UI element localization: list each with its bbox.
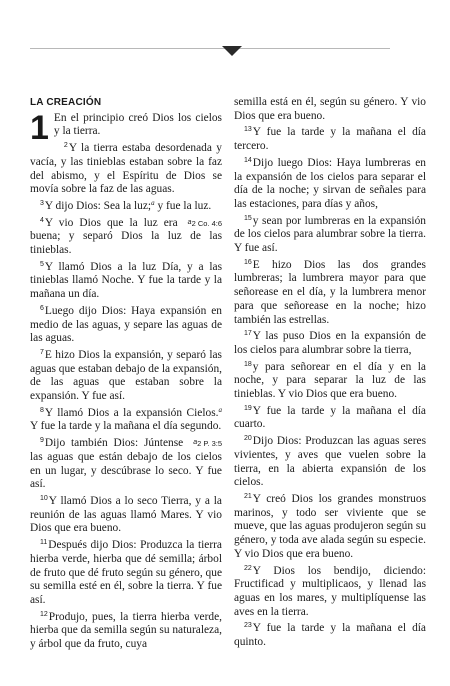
verse-20 (234, 432, 426, 490)
verse-10 (30, 492, 222, 536)
verse-16 (234, 256, 426, 328)
verse-text: Y dijo Dios: Sea la luz; (44, 199, 152, 212)
verse-text: Y llamó Dios a lo seco Tierra, y a la reunión de las aguas llamó Mares. Y vio Dios que era bueno. (30, 494, 222, 535)
verse-number: 14 (244, 156, 252, 164)
cross-reference-text: 2 P. 3:5 (197, 439, 222, 449)
verse-text: Y Dios los bendijo, diciendo: Fructificad y multiplicaos, y llenad las aguas en los mares, y multiplíquense las aves en la tierra. (234, 564, 426, 618)
verse-21 (234, 490, 426, 562)
verse-5 (30, 258, 222, 302)
cross-reference-marker: a (187, 218, 192, 226)
verse-23 (234, 619, 426, 649)
verse-22 (234, 562, 426, 620)
verse-number: 9 (40, 437, 44, 445)
verse-number: 19 (244, 404, 252, 412)
footnote-marker: a (151, 198, 155, 207)
verse-17 (234, 327, 426, 357)
verse-number: 2 (63, 142, 68, 150)
verse-number: 10 (40, 494, 48, 502)
verse-text: Produjo, pues, la tierra hierba verde, hierba que da semilla según su naturaleza, y árbol que da fruto, cuya (30, 610, 222, 651)
verse-6 (30, 302, 222, 346)
verse-number: 3 (40, 199, 44, 207)
verse-number: 18 (244, 360, 252, 368)
verse-3 (30, 197, 222, 228)
verse-text: semilla está en él, según su género. Y vio Dios que era bueno. (234, 96, 426, 122)
verse-text: Y fue la tarde y la mañana el día cuarto. (234, 404, 426, 431)
verse-text: En el principio creó Dios los cielos y la tierra. (53, 111, 222, 138)
footnote-marker: a (218, 405, 222, 414)
verse-11 (30, 536, 222, 608)
verse-number: 12 (40, 610, 48, 618)
verse-text: Y fue la tarde y la mañana el día quinto. (234, 622, 426, 649)
verse-14 (234, 154, 426, 212)
verse-text: Y la tierra estaba desordenada y vacía, y las tinieblas estaban sobre la faz del abismo, y el Espíritu de Dios se movía sobre la faz de las aguas. (30, 142, 222, 196)
verse-text: E hizo Dios la expansión, y separó las aguas que estaban debajo de la expansión, de las aguas que estaban sobre la expansión. Y fue así. (30, 348, 222, 403)
cross-reference-marker: a (193, 439, 198, 447)
verse-number: 11 (40, 539, 48, 547)
verse-8 (30, 404, 222, 449)
verse-number: 21 (244, 492, 252, 500)
verse-text: Dijo luego Dios: Haya lumbreras en la expansión de los cielos para separar el día de la noche; y sirvan de señales para las estaciones, para días y años, (234, 156, 426, 210)
verse-13 (234, 123, 426, 153)
chapter-number: 1 (30, 108, 49, 147)
verse-text: Y vio Dios que la luz era buena; y separó Dios la luz de las tinieblas. (30, 216, 222, 257)
verse-text: Y llamó Dios a la expansión Cielos. (44, 406, 219, 419)
bible-page (30, 96, 426, 680)
verse-text: y fue la luz. (157, 199, 212, 212)
verse-number: 5 (40, 260, 44, 268)
verse-text: E hizo Dios las dos grandes lumbreras; la lumbrera mayor para que señorease en el día, y la lumbrera menor para que señorease en la noche; hizo también las estrellas. (234, 258, 426, 326)
section-heading: LA CREACIÓN (30, 97, 102, 108)
verse-number: 23 (244, 622, 252, 630)
verse-7 (30, 346, 222, 404)
verse-19 (234, 402, 426, 432)
top-rule (30, 48, 390, 49)
left-column (30, 96, 222, 680)
verse-text: Dijo también Dios: Júntense las aguas que están debajo de los cielos en un lugar, y descúbrase lo seco. Y fue así. (30, 437, 222, 491)
verse-text: Y creó Dios los grandes monstruos marinos, y todo ser viviente que se mueve, que las aguas produjeron según su género, y toda ave alada según su especie. Y vio Dios que era bueno. (234, 492, 427, 560)
verse-number: 22 (244, 564, 252, 572)
verse-text: y para señorear en el día y en la noche, y para separar la luz de las tinieblas. Y vio Dios que era bueno. (234, 360, 426, 401)
verse-12 (30, 608, 222, 652)
verse-18 (234, 358, 426, 402)
cross-reference (178, 216, 222, 231)
verse-number: 4 (40, 216, 44, 224)
verse-1 (30, 108, 222, 147)
verse-number: 7 (40, 348, 44, 356)
verse-text: Y fue la tarde y la mañana el día segundo. (30, 420, 222, 433)
verse-text: Y llamó Dios a la luz Día, y a las tinieblas llamó Noche. Y fue la tarde y la mañana un día. (30, 260, 222, 301)
verse-text: y sean por lumbreras en la expansión de los cielos para alumbrar sobre la tierra. Y fue así. (234, 214, 426, 255)
cross-reference (183, 436, 222, 451)
verse-number: 20 (244, 435, 252, 443)
verse-text: Después dijo Dios: Produzca la tierra hierba verde, hierba que dé semilla; árbol de fruto que dé fruto según su género, que su semilla esté en él, sobre la tierra. Y fue así. (30, 539, 222, 606)
verse-text: Luego dijo Dios: Haya expansión en medio de las aguas, y separe las aguas de las aguas. (30, 304, 222, 345)
verse-number: 6 (40, 304, 44, 312)
verse-number: 15 (244, 214, 252, 222)
cross-reference-text: 2 Co. 4:6 (191, 218, 222, 228)
verse-number: 8 (40, 406, 44, 414)
verse-text: Dijo Dios: Produzcan las aguas seres vivientes, y aves que vuelen sobre la tierra, en la abierta expansión de los cielos. (234, 435, 426, 489)
verse-15 (234, 212, 426, 256)
verse-text: Y las puso Dios en la expansión de los cielos para alumbrar sobre la tierra, (234, 330, 426, 356)
right-column (234, 96, 426, 680)
verse-12-continued (234, 96, 426, 123)
verse-2 (30, 139, 222, 197)
triangle-ornament-icon (222, 46, 242, 56)
verse-text: Y fue la tarde y la mañana el día tercero. (234, 126, 426, 153)
verse-number: 16 (244, 258, 252, 266)
verse-number: 17 (244, 330, 252, 338)
verse-number: 13 (244, 126, 252, 134)
